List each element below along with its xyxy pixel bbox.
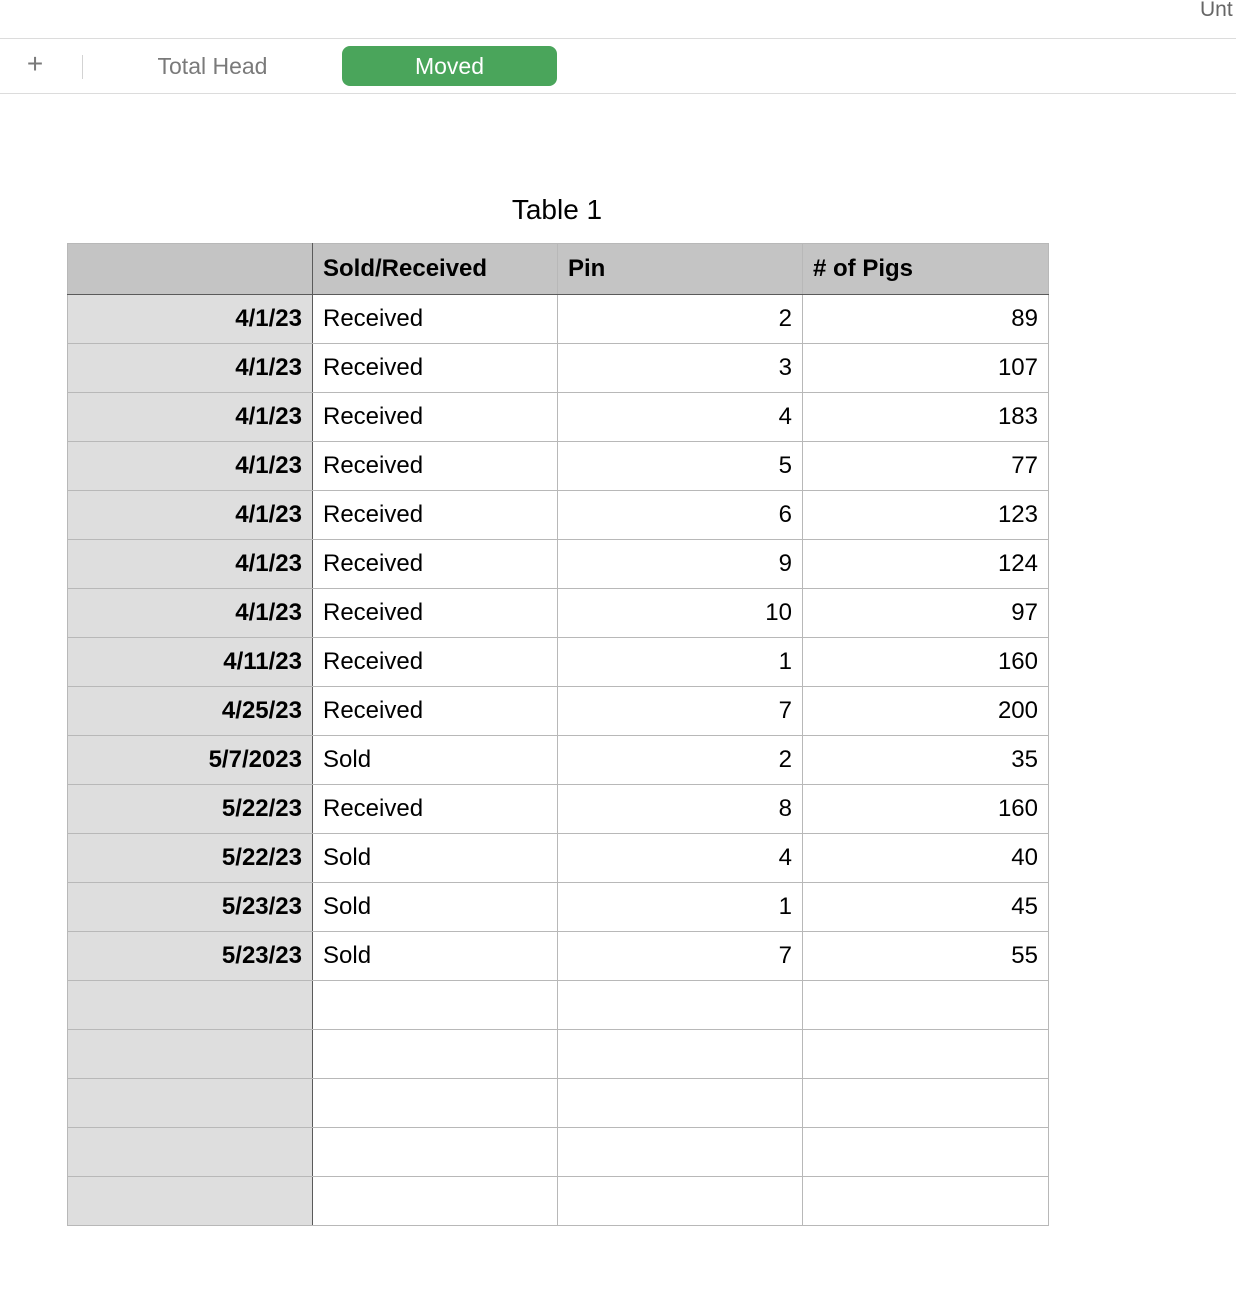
sold-received-cell[interactable]: Received [313,589,558,638]
pin-cell[interactable]: 5 [558,442,803,491]
table-row [68,442,1049,491]
num-pigs-cell[interactable] [803,1030,1049,1079]
table-row [68,540,1049,589]
date-cell[interactable]: 4/1/23 [68,491,313,540]
date-cell[interactable]: 4/25/23 [68,687,313,736]
sold-received-cell[interactable]: Received [313,295,558,344]
num-pigs-cell[interactable]: 89 [803,295,1049,344]
sheet-tab-bar [0,38,1236,94]
sold-received-cell[interactable]: Sold [313,736,558,785]
num-pigs-cell[interactable]: 124 [803,540,1049,589]
num-pigs-cell[interactable]: 55 [803,932,1049,981]
table-row [68,687,1049,736]
date-cell[interactable]: 4/1/23 [68,442,313,491]
window-title: Unt [1200,0,1233,20]
table-row [68,932,1049,981]
table-row [68,883,1049,932]
pin-cell[interactable]: 3 [558,344,803,393]
sold-received-cell[interactable]: Received [313,785,558,834]
table-row [68,393,1049,442]
tab-divider [82,55,83,79]
pin-cell[interactable] [558,1128,803,1177]
sold-received-cell[interactable]: Received [313,344,558,393]
sold-received-cell[interactable]: Received [313,687,558,736]
tab-total-head[interactable]: Total Head [157,53,268,79]
num-pigs-cell[interactable]: 40 [803,834,1049,883]
date-cell[interactable]: 5/22/23 [68,834,313,883]
num-pigs-cell[interactable]: 107 [803,344,1049,393]
date-cell[interactable] [68,1079,313,1128]
pin-cell[interactable] [558,981,803,1030]
pin-cell[interactable] [558,1079,803,1128]
date-cell[interactable] [68,981,313,1030]
table-row [68,638,1049,687]
num-pigs-cell[interactable]: 123 [803,491,1049,540]
sold-received-cell[interactable] [313,1128,558,1177]
date-cell[interactable]: 4/1/23 [68,295,313,344]
pin-cell[interactable]: 6 [558,491,803,540]
pin-cell[interactable]: 1 [558,638,803,687]
table-body [68,295,1049,1226]
sold-received-cell[interactable] [313,1030,558,1079]
sold-received-cell[interactable]: Received [313,393,558,442]
sold-received-cell[interactable]: Received [313,540,558,589]
date-cell[interactable]: 5/23/23 [68,883,313,932]
sold-received-cell[interactable] [313,1177,558,1226]
pin-cell[interactable]: 4 [558,834,803,883]
pin-cell[interactable]: 10 [558,589,803,638]
pin-cell[interactable]: 2 [558,736,803,785]
tab-moved[interactable]: Moved [342,46,557,86]
num-pigs-cell[interactable] [803,981,1049,1030]
header-sold-received[interactable]: Sold/Received [313,244,558,295]
header-row [68,244,1049,295]
header-corner-cell[interactable] [68,244,313,295]
header-num-pigs[interactable]: # of Pigs [803,244,1049,295]
pin-cell[interactable]: 7 [558,687,803,736]
sold-received-cell[interactable] [313,981,558,1030]
num-pigs-cell[interactable] [803,1128,1049,1177]
num-pigs-cell[interactable] [803,1079,1049,1128]
pin-cell[interactable] [558,1177,803,1226]
pin-cell[interactable]: 2 [558,295,803,344]
pin-cell[interactable]: 9 [558,540,803,589]
sold-received-cell[interactable]: Sold [313,834,558,883]
table-row [68,1030,1049,1079]
date-cell[interactable] [68,1030,313,1079]
table-row [68,295,1049,344]
sold-received-cell[interactable]: Sold [313,883,558,932]
table-row [68,1128,1049,1177]
date-cell[interactable] [68,1177,313,1226]
table-row [68,1079,1049,1128]
sold-received-cell[interactable]: Received [313,491,558,540]
num-pigs-cell[interactable]: 97 [803,589,1049,638]
date-cell[interactable]: 4/1/23 [68,344,313,393]
date-cell[interactable]: 5/22/23 [68,785,313,834]
data-table [67,243,1049,1226]
num-pigs-cell[interactable]: 200 [803,687,1049,736]
num-pigs-cell[interactable] [803,1177,1049,1226]
date-cell[interactable]: 4/11/23 [68,638,313,687]
table-row [68,981,1049,1030]
date-cell[interactable]: 5/7/2023 [68,736,313,785]
header-pin[interactable]: Pin [558,244,803,295]
table-row [68,1177,1049,1226]
num-pigs-cell[interactable]: 160 [803,638,1049,687]
table-row [68,834,1049,883]
date-cell[interactable]: 5/23/23 [68,932,313,981]
sold-received-cell[interactable]: Sold [313,932,558,981]
pin-cell[interactable] [558,1030,803,1079]
num-pigs-cell[interactable]: 35 [803,736,1049,785]
pin-cell[interactable]: 7 [558,932,803,981]
num-pigs-cell[interactable]: 160 [803,785,1049,834]
table-row [68,344,1049,393]
num-pigs-cell[interactable]: 77 [803,442,1049,491]
date-cell[interactable]: 4/1/23 [68,589,313,638]
add-sheet-button[interactable]: + [26,48,44,79]
table-row [68,491,1049,540]
table-row [68,785,1049,834]
date-cell[interactable] [68,1128,313,1177]
pin-cell[interactable]: 4 [558,393,803,442]
pin-cell[interactable]: 1 [558,883,803,932]
num-pigs-cell[interactable]: 183 [803,393,1049,442]
table-title[interactable]: Table 1 [511,194,603,225]
date-cell[interactable]: 4/1/23 [68,393,313,442]
table-row [68,589,1049,638]
date-cell[interactable]: 4/1/23 [68,540,313,589]
pin-cell[interactable]: 8 [558,785,803,834]
table-row [68,736,1049,785]
sold-received-cell[interactable]: Received [313,638,558,687]
num-pigs-cell[interactable]: 45 [803,883,1049,932]
sold-received-cell[interactable]: Received [313,442,558,491]
sold-received-cell[interactable] [313,1079,558,1128]
